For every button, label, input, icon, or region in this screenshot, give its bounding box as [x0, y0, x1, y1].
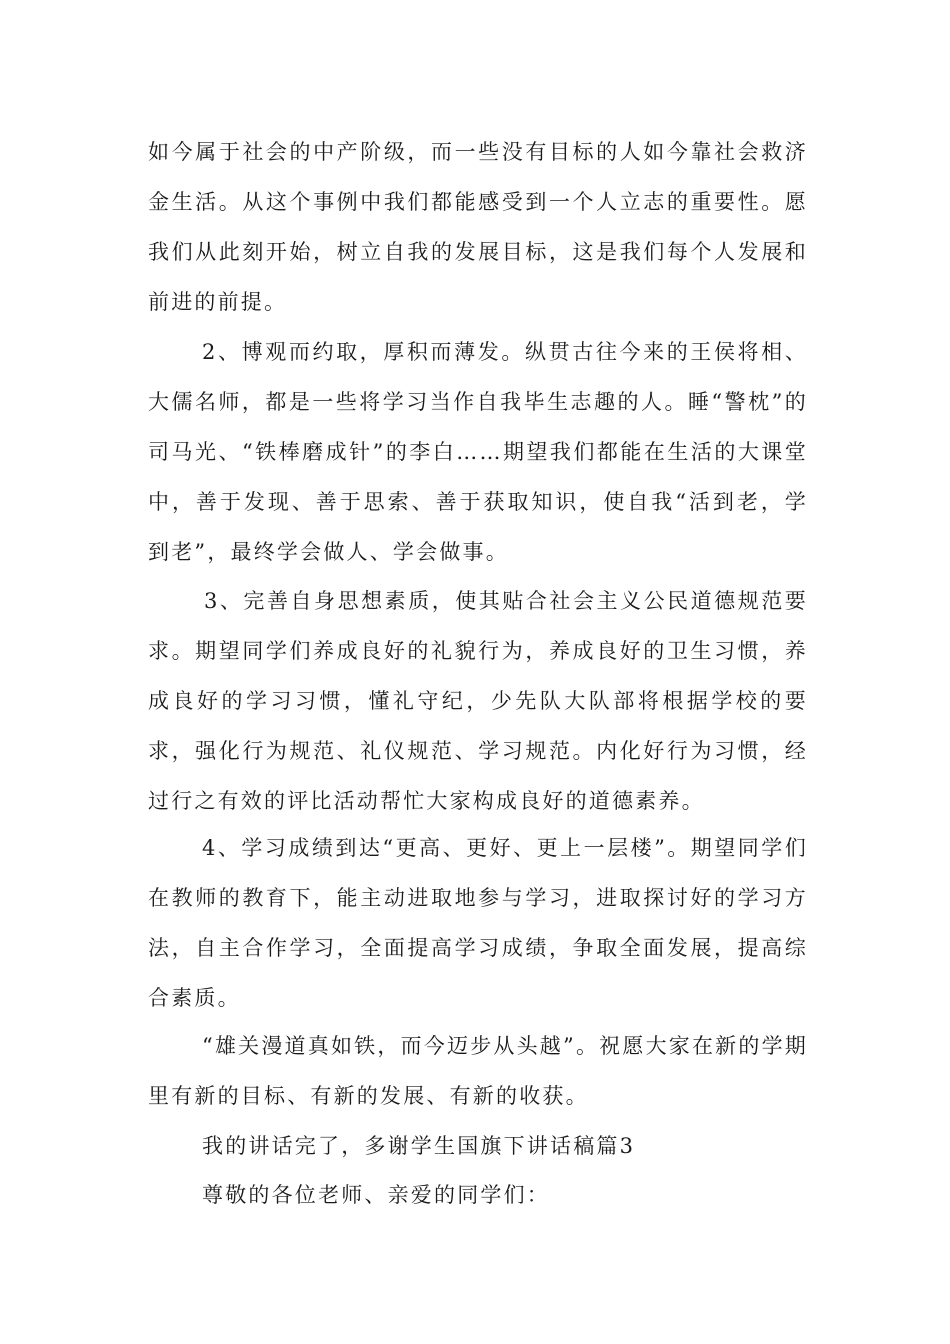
- paragraph-6: 我的讲话完了，多谢学生国旗下讲话稿篇3: [202, 1134, 636, 1158]
- paragraph-point-2: [148, 327, 808, 577]
- paragraph-closing-quote: [148, 1021, 808, 1121]
- paragraph-7: 尊敬的各位老师、亲爱的同学们：: [202, 1183, 550, 1207]
- paragraph-3: 3、完善自身思想素质，使其贴合社会主义公民道德规范要求。期望同学们养成良好的礼貌行为，养成良好的卫生习惯，养成良好的学习习惯，懂礼守纪，少先队大队部将根据学校的要求，强化行为规范、礼仪规范、学习规范。内化好行为习惯，经过行之有效的评比活动帮忙大家构成良好的道德素养。: [148, 589, 808, 813]
- paragraph-greeting: [148, 1170, 808, 1220]
- paragraph-4: 4、学习成绩到达“更高、更好、更上一层楼”。期望同学们在教师的教育下，能主动进取地参与学习，进取探讨好的学习方法，自主合作学习，全面提高学习成绩，争取全面发展，提高综合素质。: [148, 836, 808, 1010]
- paragraph-5: “雄关漫道真如铁，而今迈步从头越”。祝愿大家在新的学期里有新的目标、有新的发展、有新的收获。: [148, 1034, 808, 1108]
- paragraph-continuation: [148, 127, 808, 327]
- paragraph-2: 2、博观而约取，厚积而薄发。纵贯古往今来的王侯将相、大儒名师，都是一些将学习当作自我毕生志趣的人。睡“警枕”的司马光、“铁棒磨成针”的李白……期望我们都能在生活的大课堂中，善于发现、善于思索、善于获取知识，使自我“活到老，学到老”，最终学会做人、学会做事。: [148, 340, 808, 564]
- paragraph-speech-end: [148, 1121, 808, 1171]
- paragraph-point-4: [148, 823, 808, 1023]
- paragraph-point-3: [148, 576, 808, 826]
- paragraph-1: 如今属于社会的中产阶级，而一些没有目标的人如今靠社会救济金生活。从这个事例中我们都能感受到一个人立志的重要性。愿我们从此刻开始，树立自我的发展目标，这是我们每个人发展和前进的前提。: [148, 140, 808, 314]
